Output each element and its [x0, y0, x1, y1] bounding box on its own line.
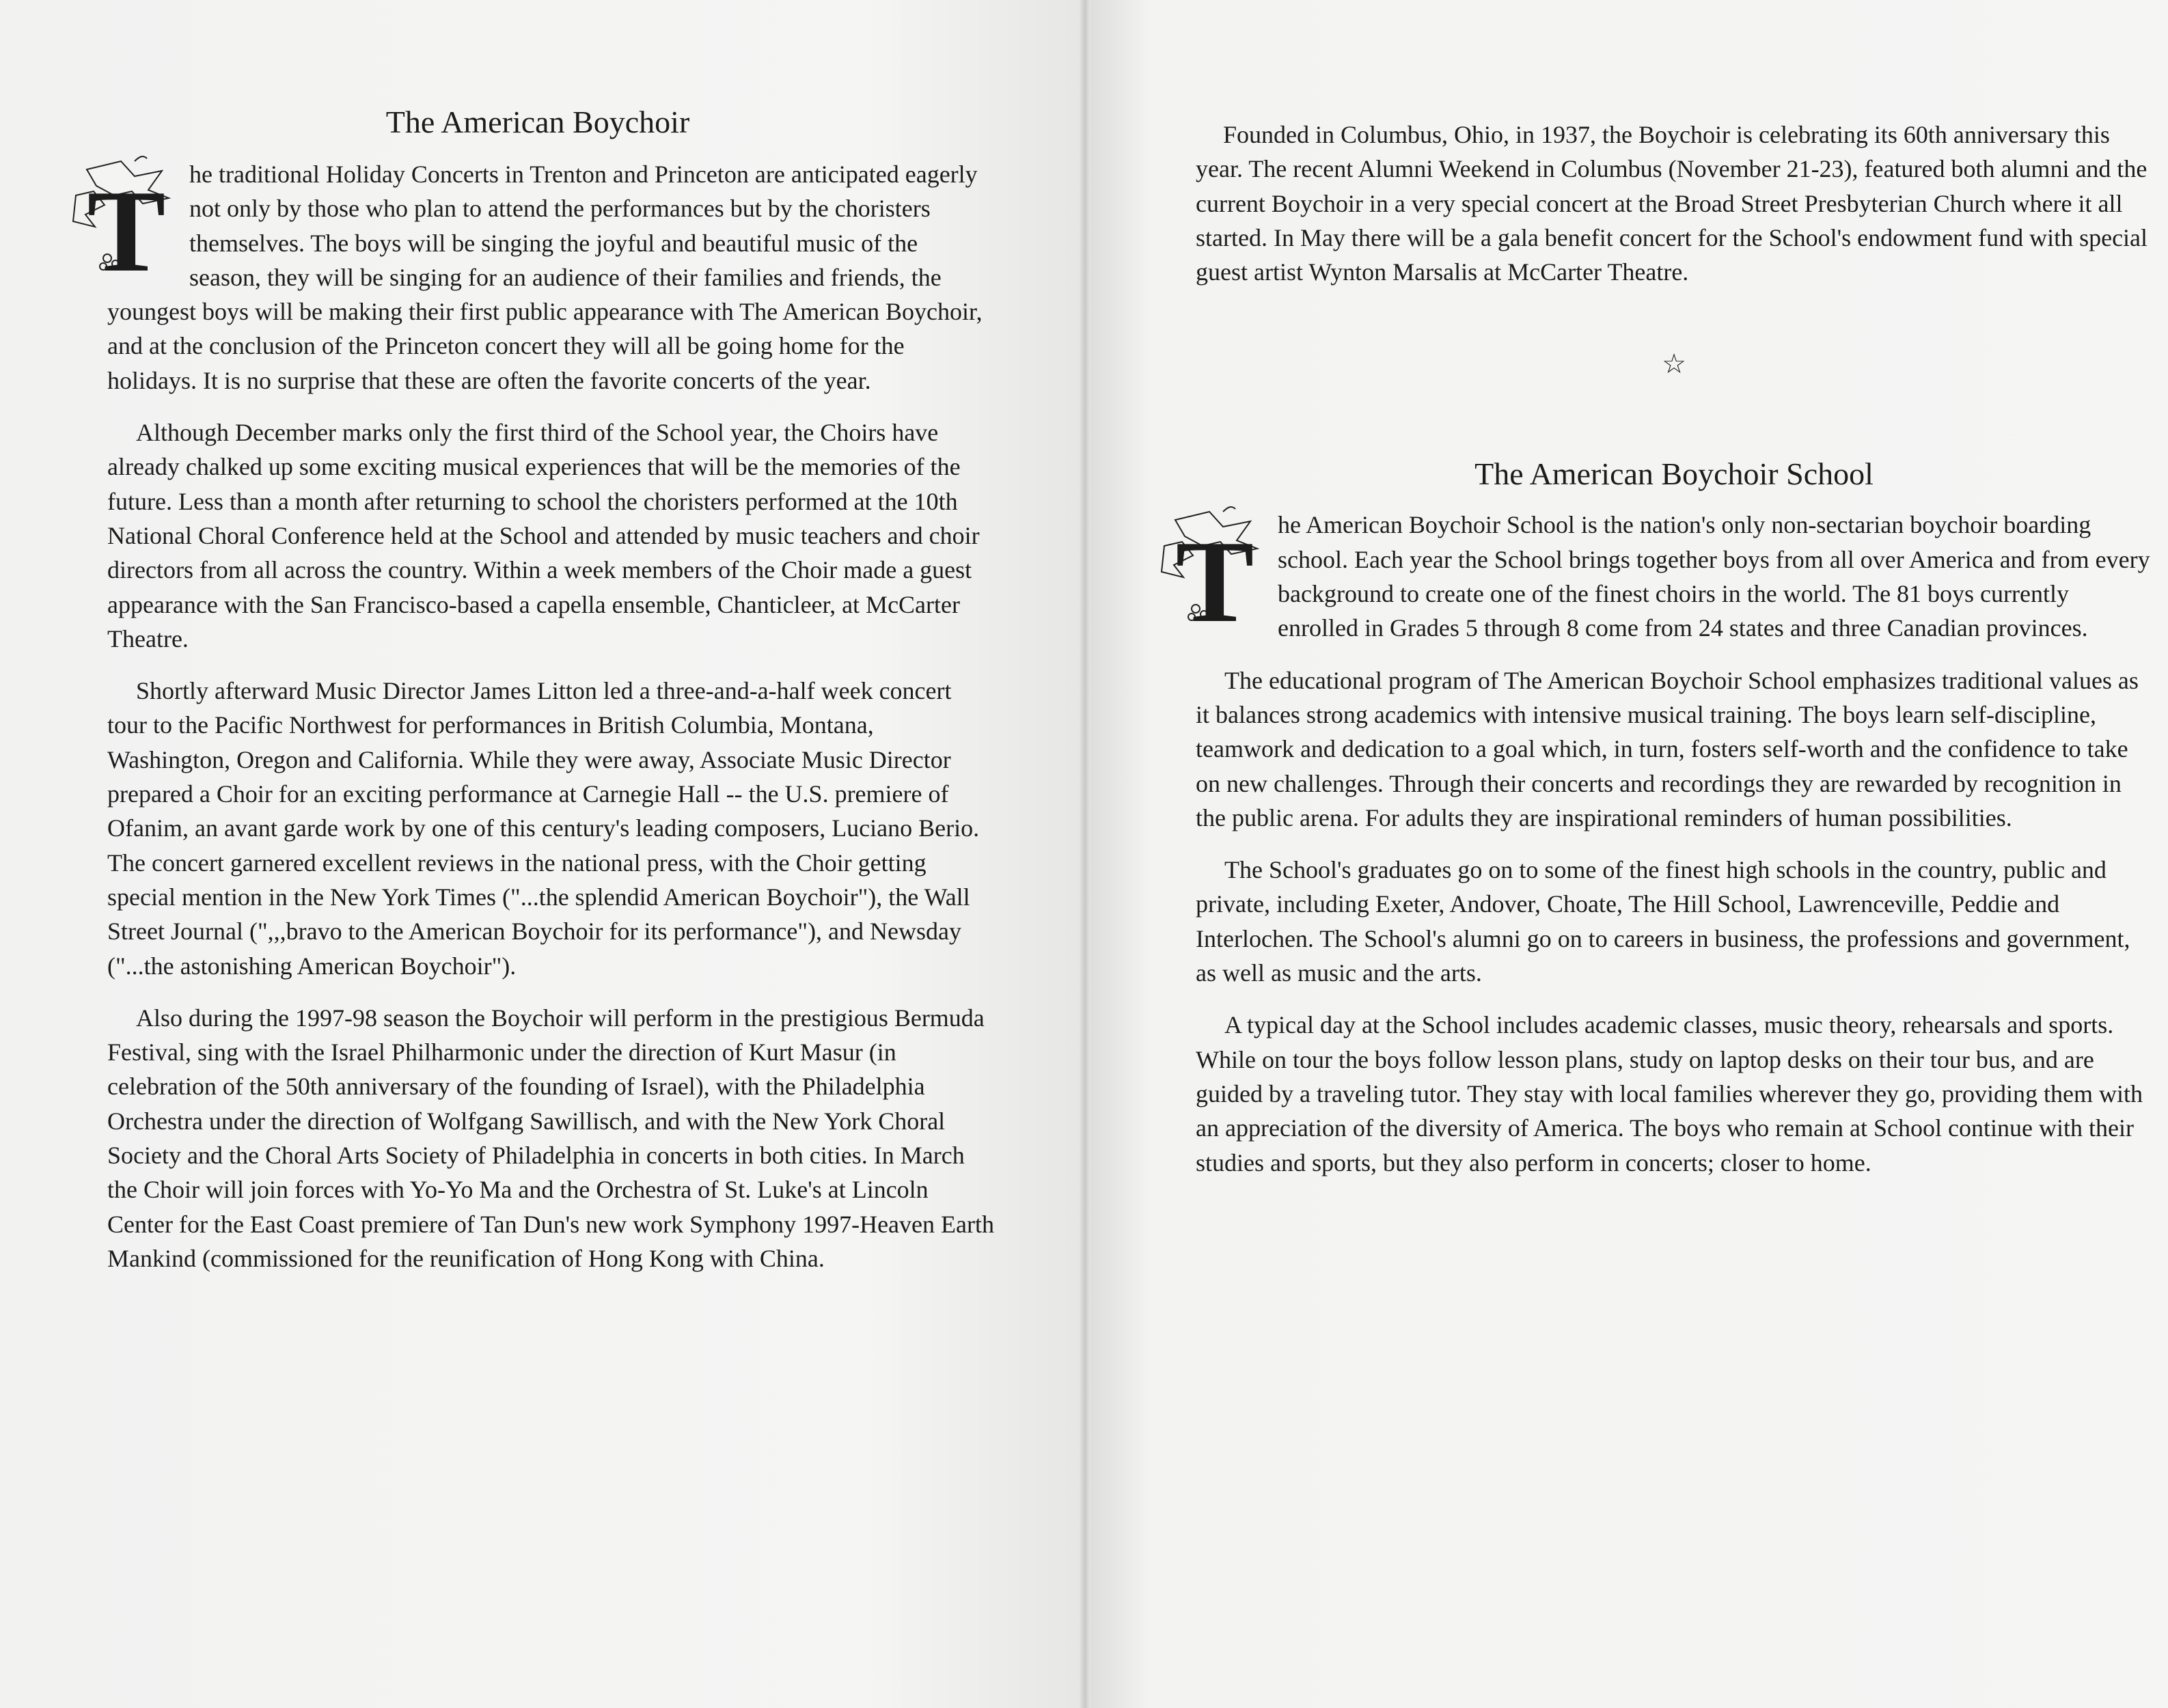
paragraph: T he American Boychoir School is the nation's only non-sectarian boychoir boarding school. Each year the School brings together boys from all over America and from every background to create one of the finest choirs in the world. The 81 boys currently enrolled in Grades 5 through 8 come from 24 states and three Canadian provinces. [1196, 508, 2152, 645]
holly-drop-cap-icon [1155, 506, 1267, 629]
section-title: The American Boychoir School [1474, 456, 1874, 492]
paragraph: The educational program of The American Boychoir School emphasizes traditional values as it balances strong academics with intensive musical training. The boys learn self-discipline, teamwork and dedication to a goal which, in turn, fosters self-worth and the confidence to take on new challenges. Through their concerts and recordings they are rewarded by recognition in the public arena. For adults they are inspirational reminders of human possibilities. [1196, 666, 2139, 831]
right-column [1175, 118, 2152, 1198]
page-gutter [1080, 0, 1090, 1708]
drop-cap-letter: T [87, 167, 166, 279]
paragraph: Also during the 1997-98 season the Boychoir will perform in the prestigious Bermuda Festival, sing with the Israel Philharmonic under the direction of Kurt Masur (in celebration of the 50th anniversary of the founding of Israel), with the Philadelphia Orchestra under the direction of Wolfgang Sawillisch, and with the New York Choral Society and the Choral Arts Society of Philadelphia in concerts in both cities. In March the Choir will join forces with Yo-Yo Ma and the Orchestra of St. Luke's at Lincoln Center for the East Coast premiere of Tan Dun's new work Symphony 1997-Heaven Earth Mankind (commissioned for the reunification of Hong Kong with China. [107, 1004, 994, 1272]
left-column [87, 101, 996, 1293]
paragraph: Although December marks only the first third of the School year, the Choirs have already chalked up some exciting musical experiences that will be the memories of the future. Less than a month after returning to school the choristers performed at the 10th National Choral Conference held at the School and attended by music teachers and choir directors from all across the country. Within a week members of the Choir made a guest appearance with the San Francisco-based a capella ensemble, Chanticleer, at McCarter Theatre. [107, 419, 980, 652]
paragraph: T he traditional Holiday Concerts in Trenton and Princeton are anticipated eagerly not only by those who plan to attend the performances but by the choristers themselves. The boys will be singing the joyful and beautiful music of the season, they will be singing for an audience of their families and friends, the youngest boys will be making their first public appearance with The American Boychoir, and at the conclusion of the Princeton concert they will all be going home for the holidays. It is no surprise that these are often the favorite concerts of the year. [107, 157, 996, 398]
paragraph: Shortly afterward Music Director James Litton led a three-and-a-half week concert tour to the Pacific Northwest for performances in British Columbia, Montana, Washington, Oregon and California. While they were away, Associate Music Director prepared a Choir for an exciting performance at Carnegie Hall -- the U.S. premiere of Ofanim, an avant garde work by one of this century's leading composers, Luciano Berio. The concert garnered excellent reviews in the national press, with the Choir getting special mention in the New York Times ("...the splendid American Boychoir"), the Wall Street Journal (",,,bravo to the American Boychoir for its performance"), and Newsday ("...the astonishing American Boychoir"). [107, 677, 980, 980]
intro-paragraph: Founded in Columbus, Ohio, in 1937, the Boychoir is celebrating its 60th anniversary this year. The recent Alumni Weekend in Columbus (November 21-23), featured both alumni and the current Boychoir in a very special concert at the Broad Street Presbyterian Church where it all started. In May there will be a gala benefit concert for the School's endowment fund with special guest artist Wynton Marsalis at McCarter Theatre. [1196, 121, 2148, 286]
drop-cap-letter: T [1175, 517, 1254, 630]
star-separator-icon: ☆ [1662, 348, 1686, 380]
paragraph: A typical day at the School includes academic classes, music theory, rehearsals and sports. While on tour the boys follow lesson plans, study on laptop desks on their tour bus, and are guided by a traveling tutor. They stay with local families wherever they go, providing them with an appreciation of the diversity of America. The boys who remain at School continue with their studies and sports, but they also perform in concerts; closer to home. [1196, 1011, 2143, 1176]
holly-drop-cap-icon [66, 156, 178, 279]
page-title: The American Boychoir [385, 105, 690, 139]
paragraph: The School's graduates go on to some of the finest high schools in the country, public and private, including Exeter, Andover, Choate, The Hill School, Lawrenceville, Peddie and Interlochen. The School's alumni go on to careers in business, the professions and government, as well as music and the arts. [1196, 856, 2130, 987]
